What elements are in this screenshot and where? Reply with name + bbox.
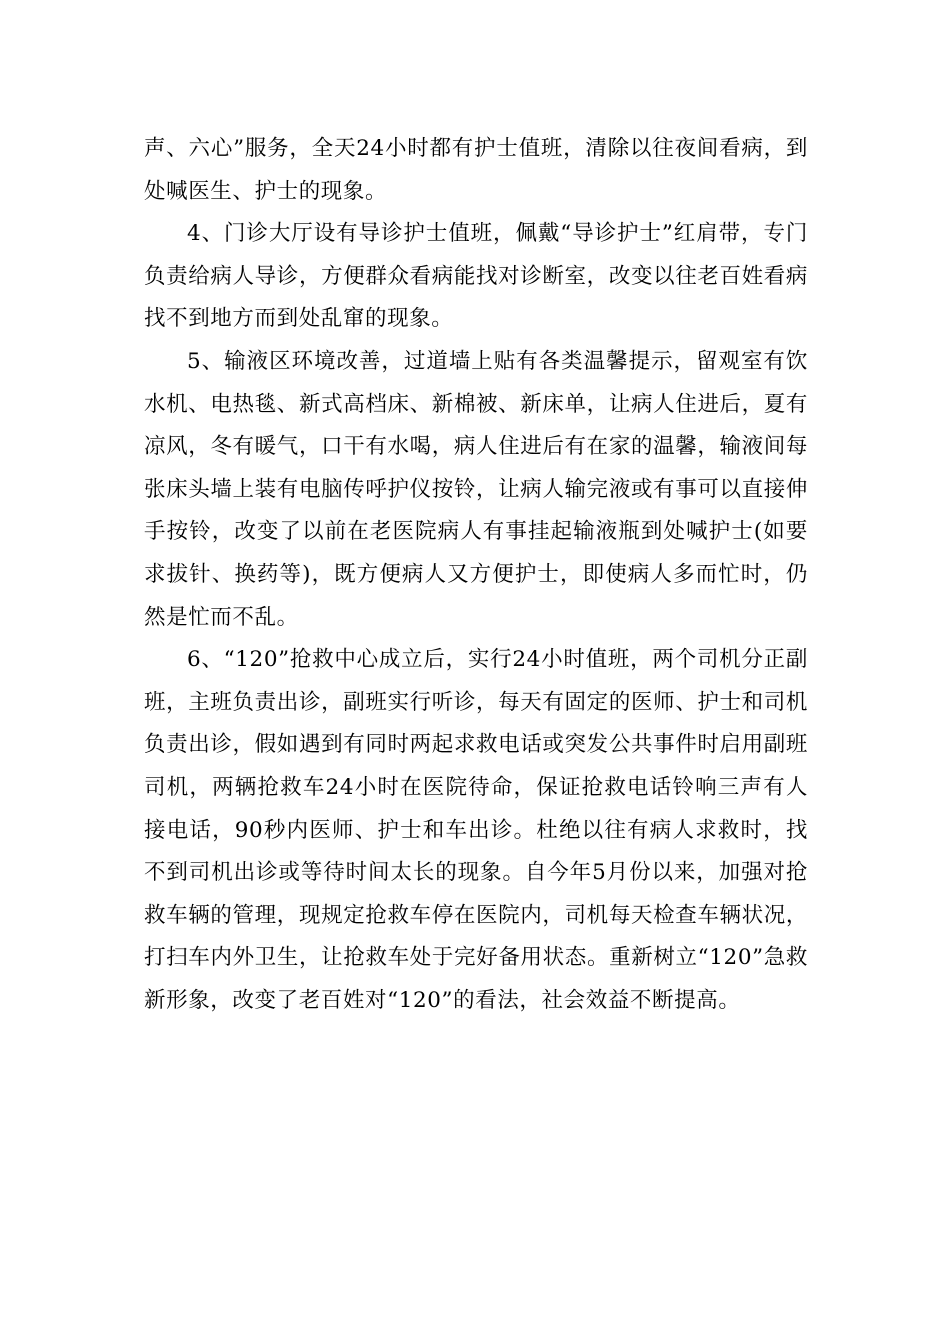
paragraph-item-6: 6、“120”抢救中心成立后，实行24小时值班，两个司机分正副班，主班负责出诊，副班实行听诊，每天有固定的医师、护士和司机负责出诊，假如遇到有同时两起求救电话或突发公共事件时启用副班司机，两辆抢救车24小时在医院待命，保证抢救电话铃响三声有人接电话，90秒内医师、护士和车出诊。杜绝以往有病人求救时，找不到司机出诊或等待时间太长的现象。自今年5月份以来，加强对抢救车辆的管理，现规定抢救车停在医院内，司机每天检查车辆状况，打扫车内外卫生，让抢救车处于完好备用状态。重新树立“120”急救新形象，改变了老百姓对“120”的看法，社会效益不断提高。 [144, 647, 808, 1013]
paragraph-continued: 声、六心”服务，全天24小时都有护士值班，清除以往夜间看病，到处喊医生、护士的现象。 [144, 136, 808, 204]
paragraph-item-5: 5、输液区环境改善，过道墙上贴有各类温馨提示，留观室有饮水机、电热毯、新式高档床、新棉被、新床单，让病人住进后，夏有凉风，冬有暖气，口干有水喝，病人住进后有在家的温馨，输液间每张床头墙上装有电脑传呼护仪按铃，让病人输完液或有事可以直接伸手按铃，改变了以前在老医院病人有事挂起输液瓶到处喊护士(如要求拔针、换药等)，既方便病人又方便护士，即使病人多而忙时，仍然是忙而不乱。 [144, 348, 808, 630]
paragraph-item-4: 4、门诊大厅设有导诊护士值班，佩戴“导诊护士”红肩带，专门负责给病人导诊，方便群众看病能找对诊断室，改变以往老百姓看病找不到地方而到处乱窜的现象。 [144, 221, 808, 332]
document-body [144, 128, 808, 1022]
